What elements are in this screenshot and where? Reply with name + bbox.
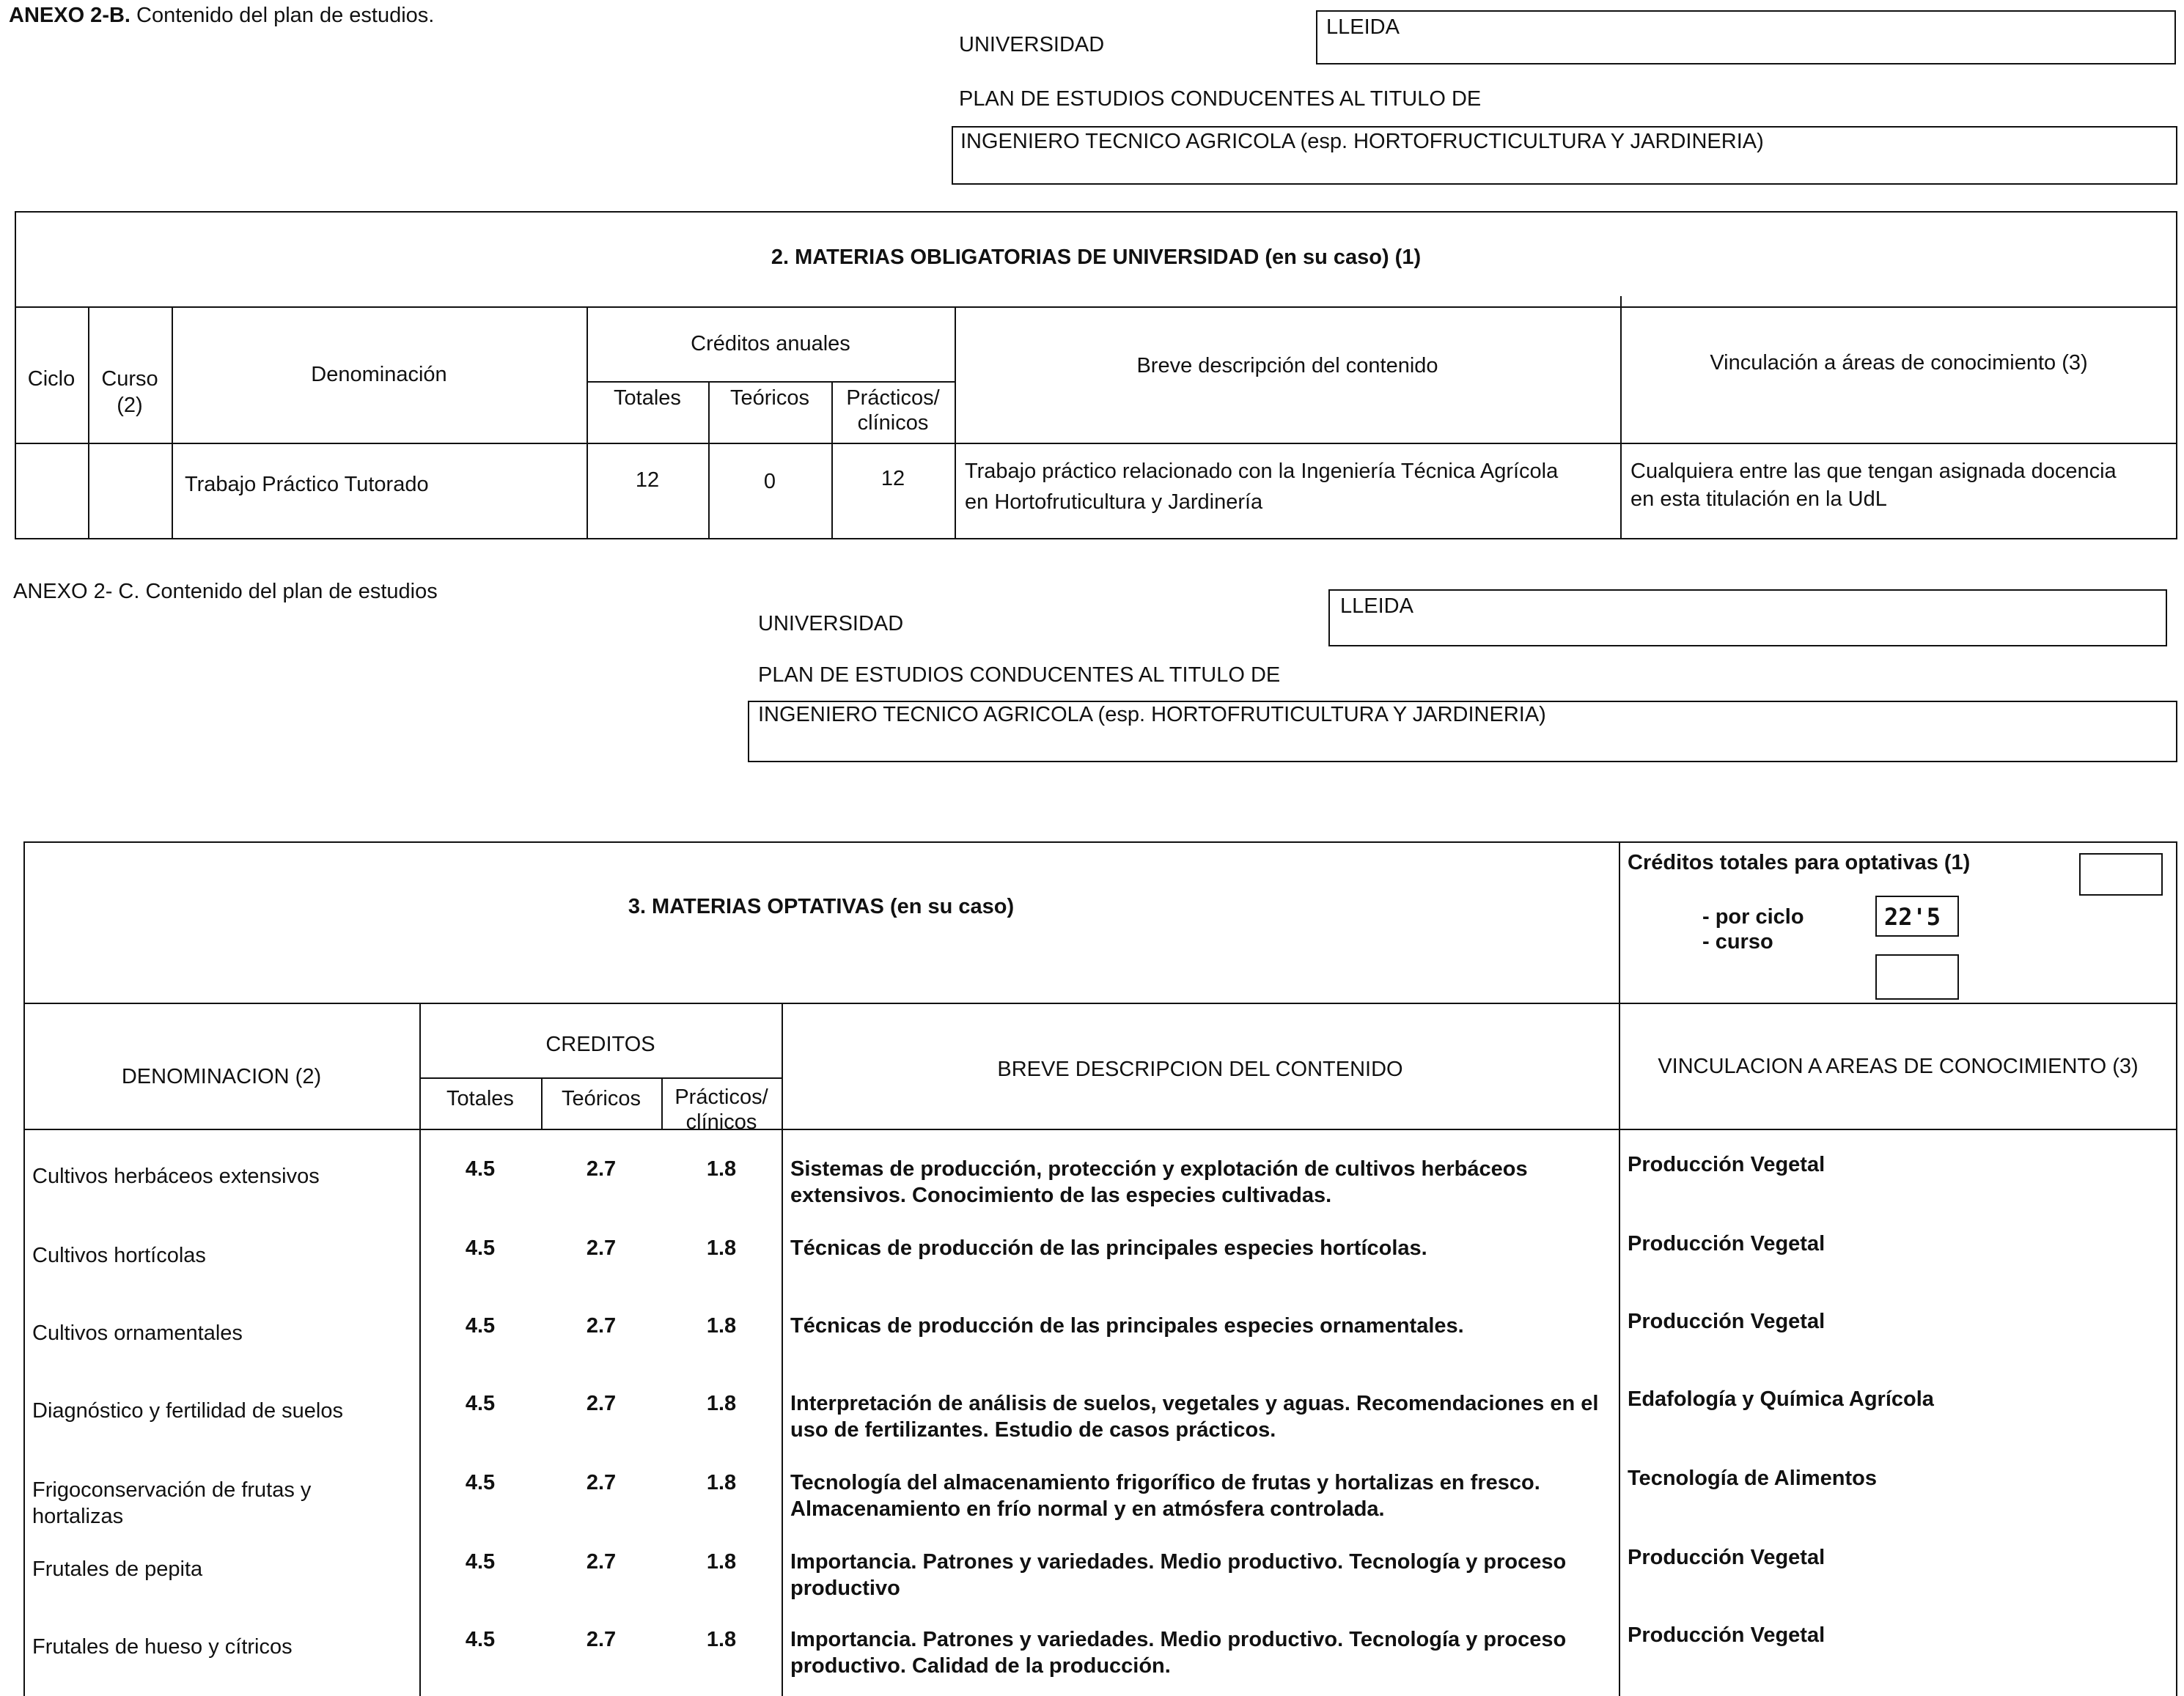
row-practicos: 1.8 <box>706 1236 737 1260</box>
header-practicos-2: clínicos <box>857 411 929 435</box>
anexo-b-plan-value: INGENIERO TECNICO AGRICOLA (esp. HORTOFRUCTICULTURA Y JARDINERIA) <box>960 130 1764 153</box>
row-teoricos: 2.7 <box>586 1628 617 1651</box>
header-totales-c: Totales <box>446 1087 514 1110</box>
anexo-c-plan-value: INGENIERO TECNICO AGRICOLA (esp. HORTOFRUTICULTURA Y JARDINERIA) <box>758 703 1546 726</box>
row-practicos: 1.8 <box>706 1314 737 1338</box>
row-teoricos: 2.7 <box>586 1471 617 1494</box>
table3-divider <box>419 1077 782 1079</box>
row-descripcion: productivo. Calidad de la producción. <box>790 1654 1171 1678</box>
header-breve-descripcion: Breve descripción del contenido <box>1136 354 1438 377</box>
row-teoricos: 2.7 <box>586 1314 617 1338</box>
materias-optativas-title: 3. MATERIAS OPTATIVAS (en su caso) <box>628 895 1015 918</box>
header-totales: Totales <box>614 386 681 410</box>
row-area: Producción Vegetal <box>1628 1153 1825 1176</box>
anexo-b-universidad-label: UNIVERSIDAD <box>959 33 1105 56</box>
row-area: Producción Vegetal <box>1628 1232 1825 1256</box>
anexo-c-universidad-label: UNIVERSIDAD <box>758 612 904 635</box>
row-denominacion: Frutales de hueso y cítricos <box>32 1635 293 1659</box>
row-descripcion: Importancia. Patrones y variedades. Medio productivo. Tecnología y proceso <box>790 1628 1567 1651</box>
row-totales: 4.5 <box>465 1628 496 1651</box>
row-descripcion: Trabajo práctico relacionado con la Ingeniería Técnica Agrícola <box>965 460 1559 483</box>
table2-divider <box>172 306 173 539</box>
table3-divider <box>1619 841 1620 1696</box>
header-denominacion: Denominación <box>311 363 447 386</box>
row-descripcion: extensivos. Conocimiento de las especies cultivadas. <box>790 1184 1332 1207</box>
por-ciclo-label: - por ciclo <box>1702 905 1804 929</box>
header-creditos-anuales: Créditos anuales <box>691 332 850 355</box>
row-practicos: 1.8 <box>706 1157 737 1181</box>
table2-divider <box>15 443 2177 444</box>
row-practicos: 1.8 <box>706 1628 737 1651</box>
row-area: Producción Vegetal <box>1628 1546 1825 1569</box>
anexo-c-title: ANEXO 2- C. Contenido del plan de estudios <box>13 580 438 603</box>
header-creditos: CREDITOS <box>545 1033 655 1056</box>
row-descripcion: Importancia. Patrones y variedades. Medio productivo. Tecnología y proceso <box>790 1550 1567 1574</box>
header-curso-note: (2) <box>117 394 143 417</box>
por-ciclo-value: 22'5 <box>1884 903 1941 931</box>
row-totales: 4.5 <box>465 1550 496 1574</box>
creditos-totales-box[interactable] <box>2079 853 2163 896</box>
row-totales: 4.5 <box>465 1392 496 1415</box>
header-vinculacion-c: VINCULACION A AREAS DE CONOCIMIENTO (3) <box>1658 1055 2139 1078</box>
curso-label: - curso <box>1702 930 1773 954</box>
anexo-b-universidad-value: LLEIDA <box>1326 15 1400 39</box>
header-curso: Curso <box>101 367 158 391</box>
row-practicos: 12 <box>880 467 905 490</box>
row-denominacion: hortalizas <box>32 1505 124 1528</box>
header-vinculacion: Vinculación a áreas de conocimiento (3) <box>1710 351 2088 375</box>
row-practicos: 1.8 <box>706 1392 737 1415</box>
curso-box[interactable] <box>1875 954 1959 1000</box>
row-area: Edafología y Química Agrícola <box>1628 1387 1934 1411</box>
creditos-totales-label: Créditos totales para optativas (1) <box>1628 851 1971 874</box>
row-teoricos: 0 <box>763 470 776 493</box>
header-teoricos: Teóricos <box>730 386 809 410</box>
header-ciclo: Ciclo <box>27 367 76 391</box>
table3-divider <box>23 1003 2177 1004</box>
row-descripcion: Tecnología del almacenamiento frigorífico de frutas y hortalizas en fresco. <box>790 1471 1540 1494</box>
table2-divider <box>88 306 89 539</box>
header-practicos-c-2: clínicos <box>685 1110 757 1134</box>
row-descripcion: productivo <box>790 1577 900 1600</box>
row-denominacion: Cultivos ornamentales <box>32 1321 243 1345</box>
row-descripcion: Técnicas de producción de las principales especies ornamentales. <box>790 1314 1464 1338</box>
row-denominacion: Trabajo Práctico Tutorado <box>185 473 429 496</box>
table2-divider <box>15 306 2177 308</box>
row-practicos: 1.8 <box>706 1471 737 1494</box>
materias-obligatorias-title: 2. MATERIAS OBLIGATORIAS DE UNIVERSIDAD (en su caso) (1) <box>771 246 1422 269</box>
row-denominacion: Frigoconservación de frutas y <box>32 1478 312 1502</box>
anexo-b-plan-field <box>952 126 2177 185</box>
table2-divider <box>587 381 955 383</box>
row-totales: 4.5 <box>465 1236 496 1260</box>
table2-divider <box>1620 296 1622 539</box>
row-denominacion: Cultivos hortícolas <box>32 1244 206 1267</box>
row-teoricos: 2.7 <box>586 1157 617 1181</box>
row-denominacion: Frutales de pepita <box>32 1557 203 1581</box>
anexo-b-title-bold: ANEXO 2-B. <box>9 4 130 27</box>
row-descripcion: en Hortofruticultura y Jardinería <box>965 490 1263 514</box>
anexo-b-title-rest: Contenido del plan de estudios. <box>130 4 435 27</box>
anexo-c-plan-field <box>748 701 2177 762</box>
header-teoricos-c: Teóricos <box>562 1087 641 1110</box>
row-practicos: 1.8 <box>706 1550 737 1574</box>
row-area: Producción Vegetal <box>1628 1623 1825 1647</box>
header-breve-descripcion-c: BREVE DESCRIPCION DEL CONTENIDO <box>997 1058 1403 1081</box>
table2-divider <box>955 306 956 539</box>
row-descripcion: uso de fertilizantes. Estudio de casos prácticos. <box>790 1418 1276 1442</box>
anexo-c-universidad-value: LLEIDA <box>1340 594 1413 618</box>
row-totales: 4.5 <box>465 1314 496 1338</box>
row-descripcion: Técnicas de producción de las principales especies hortícolas. <box>790 1236 1427 1260</box>
row-teoricos: 2.7 <box>586 1550 617 1574</box>
row-descripcion: Sistemas de producción, protección y explotación de cultivos herbáceos <box>790 1157 1528 1181</box>
row-teoricos: 2.7 <box>586 1392 617 1415</box>
row-area: Producción Vegetal <box>1628 1310 1825 1333</box>
table3-divider <box>782 1003 783 1696</box>
header-practicos: Prácticos/ <box>846 386 940 410</box>
row-denominacion: Cultivos herbáceos extensivos <box>32 1165 320 1188</box>
anexo-c-universidad-field <box>1328 589 2167 646</box>
table3-divider <box>23 1129 2177 1130</box>
header-practicos-c: Prácticos/ <box>674 1085 768 1109</box>
row-descripcion: Almacenamiento en frío normal y en atmósfera controlada. <box>790 1497 1385 1521</box>
row-denominacion: Diagnóstico y fertilidad de suelos <box>32 1399 343 1423</box>
row-totales: 12 <box>635 468 660 492</box>
row-vinculacion: en esta titulación en la UdL <box>1630 487 1887 511</box>
row-vinculacion: Cualquiera entre las que tengan asignada docencia <box>1630 460 2117 483</box>
row-area: Tecnología de Alimentos <box>1628 1467 1877 1490</box>
row-totales: 4.5 <box>465 1471 496 1494</box>
row-descripcion: Interpretación de análisis de suelos, vegetales y aguas. Recomendaciones en el <box>790 1392 1599 1415</box>
anexo-b-universidad-field <box>1316 10 2176 64</box>
anexo-b-plan-label: PLAN DE ESTUDIOS CONDUCENTES AL TITULO DE <box>959 87 1482 111</box>
header-denominacion-c: DENOMINACION (2) <box>121 1065 322 1088</box>
anexo-c-plan-label: PLAN DE ESTUDIOS CONDUCENTES AL TITULO DE <box>758 663 1281 687</box>
anexo-b-title <box>9 3 434 28</box>
row-teoricos: 2.7 <box>586 1236 617 1260</box>
row-totales: 4.5 <box>465 1157 496 1181</box>
por-ciclo-box[interactable] <box>1875 896 1959 937</box>
